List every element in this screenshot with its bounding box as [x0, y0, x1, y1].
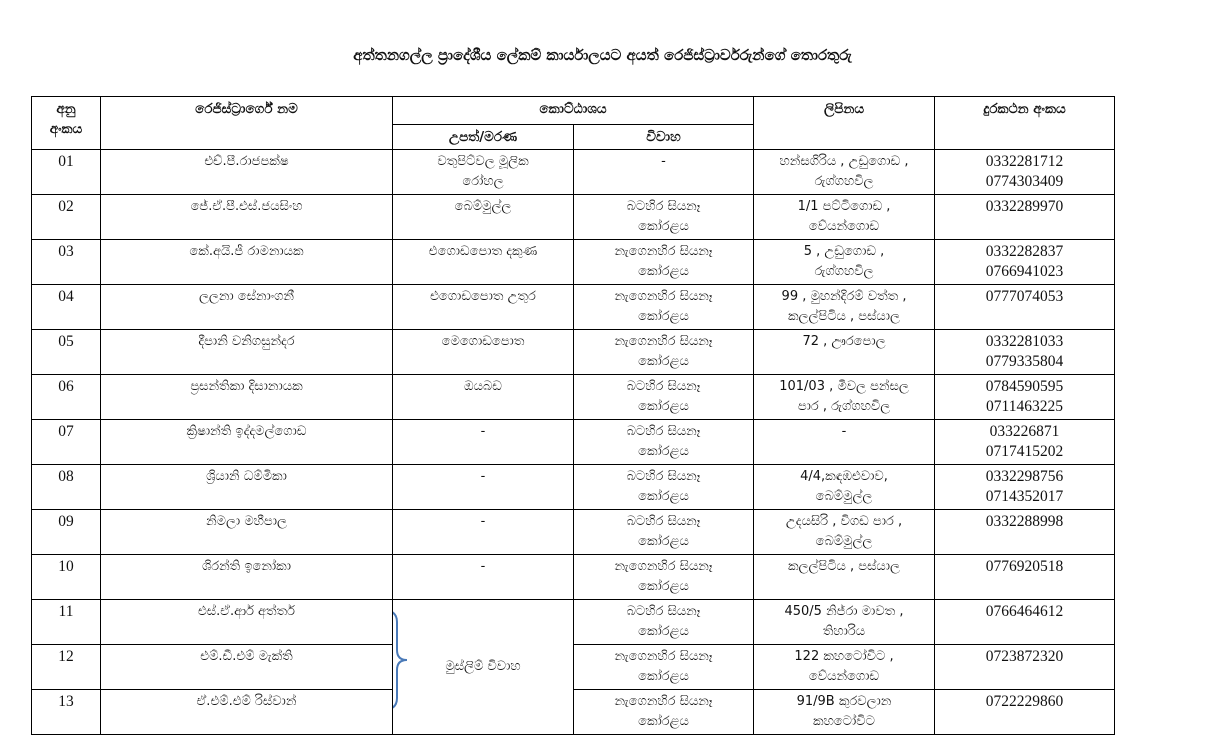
- cell-line: බටහිර සියනෑ: [626, 199, 701, 214]
- cell-line: නැගෙනහිර සියනෑ: [614, 334, 713, 349]
- cell-marriage-division: [574, 555, 754, 600]
- cell-line: බටහිර සියනෑ: [626, 514, 701, 529]
- cell-line: බෙම්මුල්ල: [815, 489, 873, 504]
- cell-number: 12: [32, 645, 101, 690]
- cell-marriage-division: [574, 285, 754, 330]
- cell-line: 0332289970: [985, 198, 1064, 215]
- cell-phone: [935, 330, 1115, 375]
- cell-marriage-division: [574, 330, 754, 375]
- cell-phone: [935, 690, 1115, 735]
- cell-line: මෙගොඩපොත: [441, 334, 525, 349]
- cell-phone: [935, 420, 1115, 465]
- cell-address: [754, 195, 935, 240]
- table-row: [32, 240, 1115, 285]
- cell-birth-death-division: [393, 465, 574, 510]
- cell-registrar-name: ඒ.එම්.එම් රිස්වාන්: [101, 690, 393, 735]
- cell-line: 91/9B කුරවලාන: [796, 694, 892, 709]
- table-row: [32, 375, 1115, 420]
- cell-line: තිහාරිය: [822, 624, 866, 639]
- table-row: [32, 555, 1115, 600]
- cell-birth-death-division: [393, 150, 574, 195]
- cell-marriage-division: [574, 690, 754, 735]
- cell-birth-death-division: [393, 375, 574, 420]
- cell-line: වේයන්ගොඩ: [808, 219, 880, 234]
- header-name: රෙජිස්ට්‍රාර්ගේ නම: [101, 97, 393, 150]
- cell-line: 0776920518: [985, 558, 1064, 575]
- cell-line: බටහිර සියනෑ: [626, 604, 701, 619]
- cell-line: 4/4,කඳඹඑවාව,: [800, 469, 888, 484]
- cell-line: 101/03 , මීවල පන්සල: [779, 379, 909, 394]
- cell-line: 1/1 පට්ටිගොඩ ,: [797, 199, 891, 214]
- cell-phone: [935, 510, 1115, 555]
- cell-line: කෝරළය: [638, 579, 689, 594]
- cell-phone: [935, 375, 1115, 420]
- cell-address: [754, 330, 935, 375]
- cell-line: නැගෙනහිර සියනෑ: [614, 559, 713, 574]
- cell-registrar-name: ප්‍රසන්තිකා දිසානායක: [101, 375, 393, 420]
- cell-birth-death-division: [393, 420, 574, 465]
- cell-phone: [935, 195, 1115, 240]
- cell-number: 01: [32, 150, 101, 195]
- cell-line: 5 , උඩුගොඩ ,: [803, 244, 885, 259]
- cell-line: කෝරළය: [638, 489, 689, 504]
- cell-address: [754, 240, 935, 285]
- cell-line: 72 , ඌරපොල: [802, 334, 886, 349]
- cell-muslim-marriage: [393, 600, 574, 735]
- table-row: [32, 195, 1115, 240]
- cell-marriage-division: [574, 465, 754, 510]
- cell-line: බෙම්මුල්ල: [454, 199, 512, 214]
- cell-registrar-name: දීපානි වනිගසුන්දර: [101, 330, 393, 375]
- cell-line: බටහිර සියනෑ: [626, 469, 701, 484]
- cell-line: -: [480, 559, 486, 574]
- cell-line: 0722229860: [985, 693, 1064, 710]
- cell-birth-death-division: [393, 240, 574, 285]
- cell-line: නැගෙනහිර සියනෑ: [614, 289, 713, 304]
- table-row: [32, 465, 1115, 510]
- cell-line: 122 කහටෝවිට ,: [794, 649, 894, 664]
- table-row: [32, 510, 1115, 555]
- cell-address: [754, 375, 935, 420]
- cell-line: 0779335804: [985, 353, 1064, 370]
- cell-address: [754, 510, 935, 555]
- cell-address: [754, 285, 935, 330]
- cell-line: නැගෙනහිර සියනෑ: [614, 244, 713, 259]
- cell-number: 07: [32, 420, 101, 465]
- cell-address: [754, 645, 935, 690]
- cell-line: 0332281712: [985, 153, 1064, 170]
- cell-line: ඔයබඩ: [464, 379, 502, 394]
- cell-line: පාර , රුග්ගහවිල: [797, 399, 891, 414]
- curly-brace-icon: [393, 600, 422, 720]
- cell-registrar-name: එම්.ඩී.එම් මැක්ති: [101, 645, 393, 690]
- cell-registrar-name: නිමලා මහීපාල: [101, 510, 393, 555]
- cell-registrar-name: ක්‍රිෂාන්ති ඉද්දමල්ගොඩ: [101, 420, 393, 465]
- cell-line: හන්සගිරිය , උඩුගොඩ ,: [779, 154, 909, 169]
- cell-marriage-division: [574, 645, 754, 690]
- cell-line: උදයසිරි , විගඩ පාර ,: [785, 514, 903, 529]
- cell-line: 0714352017: [985, 488, 1064, 505]
- cell-line: කෝරළය: [638, 399, 689, 414]
- cell-line: එගොඩපොත දකුණ: [428, 244, 538, 259]
- cell-marriage-division: [574, 510, 754, 555]
- cell-line: බටහිර සියනෑ: [626, 379, 701, 394]
- cell-registrar-name: ශ්‍රියානි ධම්මිකා: [101, 465, 393, 510]
- header-no: අනු අංකය: [32, 97, 101, 150]
- muslim-marriage-label: මුස්ලිම් විවාහ: [445, 659, 521, 674]
- cell-number: 02: [32, 195, 101, 240]
- page-title: අත්තනගල්ල ප්‍රාදේශීය ලේකම් කාර්යාලයට අයත් රෙජිස්ට්‍රාර්වරුන්ගේ තොරතුරු: [353, 46, 852, 64]
- cell-line: 0332281033: [985, 333, 1064, 350]
- cell-line: වේයන්ගොඩ: [808, 669, 880, 684]
- cell-line: -: [841, 424, 847, 439]
- header-address: ලිපිනය: [754, 97, 935, 150]
- cell-line: කෝරළය: [638, 264, 689, 279]
- cell-marriage-division: [574, 420, 754, 465]
- cell-line: රුග්ගහවිල: [814, 174, 874, 189]
- cell-line: රුග්ගහවිල: [814, 264, 874, 279]
- cell-registrar-name: ලලනා සේනාංගනී: [101, 285, 393, 330]
- cell-line: 0774303409: [985, 173, 1064, 190]
- cell-line: වතුපිට්වල මූලික: [437, 154, 529, 169]
- cell-phone: [935, 240, 1115, 285]
- cell-number: 04: [32, 285, 101, 330]
- table-body: [32, 150, 1115, 735]
- cell-line: කෝරළය: [638, 624, 689, 639]
- cell-phone: [935, 285, 1115, 330]
- cell-address: [754, 465, 935, 510]
- cell-number: 05: [32, 330, 101, 375]
- cell-number: 11: [32, 600, 101, 645]
- header-marriage: විවාහ: [574, 125, 754, 150]
- cell-phone: [935, 465, 1115, 510]
- table-row: [32, 285, 1115, 330]
- header-phone: දුරකථන අංකය: [935, 97, 1115, 150]
- cell-line: කලල්පිටිය , පස්යාල: [788, 309, 900, 324]
- cell-line: -: [480, 424, 486, 439]
- cell-line: බෙම්මුල්ල: [815, 534, 873, 549]
- table-row: [32, 150, 1115, 195]
- cell-marriage-division: [574, 150, 754, 195]
- cell-marriage-division: [574, 195, 754, 240]
- cell-line: 0777074053: [985, 288, 1064, 305]
- cell-phone: [935, 555, 1115, 600]
- cell-line: කෝරළය: [638, 354, 689, 369]
- cell-line: 0332298756: [985, 468, 1064, 485]
- cell-line: -: [480, 514, 486, 529]
- cell-marriage-division: [574, 240, 754, 285]
- cell-line: -: [480, 469, 486, 484]
- cell-line: නැගෙනහිර සියනෑ: [614, 694, 713, 709]
- cell-line: කෝරළය: [638, 714, 689, 729]
- cell-number: 03: [32, 240, 101, 285]
- cell-phone: [935, 645, 1115, 690]
- cell-address: [754, 690, 935, 735]
- header-division: කොට්ඨාශය: [393, 97, 754, 125]
- cell-line: 0723872320: [985, 648, 1064, 665]
- table-row: [32, 600, 1115, 645]
- cell-phone: [935, 150, 1115, 195]
- header-birth-death: උපත්/මරණ: [393, 125, 574, 150]
- cell-registrar-name: එස්.ඒ.ආර් අත්තර්: [101, 600, 393, 645]
- cell-marriage-division: [574, 375, 754, 420]
- cell-line: 0766941023: [985, 263, 1064, 280]
- cell-line: 450/5 නිජ්රා මාවත ,: [784, 604, 904, 619]
- cell-line: 0332282837: [985, 243, 1064, 260]
- cell-line: රෝහල: [462, 174, 504, 189]
- cell-address: [754, 600, 935, 645]
- cell-line: එගොඩපොත උතුර: [430, 289, 536, 304]
- cell-line: 0766464612: [985, 603, 1064, 620]
- cell-line: 0784590595: [985, 378, 1064, 395]
- table-row: [32, 330, 1115, 375]
- cell-birth-death-division: [393, 330, 574, 375]
- cell-line: කෝරළය: [638, 444, 689, 459]
- cell-registrar-name: ජේ.ඒ.පී.එස්.ජයසිංහ: [101, 195, 393, 240]
- cell-birth-death-division: [393, 555, 574, 600]
- cell-number: 10: [32, 555, 101, 600]
- cell-birth-death-division: [393, 285, 574, 330]
- cell-birth-death-division: [393, 195, 574, 240]
- cell-line: කෝරළය: [638, 219, 689, 234]
- cell-marriage-division: [574, 600, 754, 645]
- table-row: [32, 420, 1115, 465]
- cell-line: කෝරළය: [638, 534, 689, 549]
- cell-registrar-name: කේ.අයි.ජී රාමනායක: [101, 240, 393, 285]
- cell-line: 99 , මුහන්දිරම් වත්ත ,: [781, 289, 907, 304]
- cell-line: 0717415202: [985, 443, 1064, 460]
- cell-line: 033226871: [989, 423, 1060, 440]
- cell-line: -: [661, 154, 666, 169]
- cell-registrar-name: ශිරන්ති ඉනෝකා: [101, 555, 393, 600]
- registrar-table: [31, 96, 1115, 735]
- cell-address: [754, 420, 935, 465]
- cell-address: [754, 555, 935, 600]
- cell-line: නැගෙනහිර සියනෑ: [614, 649, 713, 664]
- cell-birth-death-division: [393, 510, 574, 555]
- cell-line: 0711463225: [986, 398, 1063, 415]
- cell-number: 06: [32, 375, 101, 420]
- cell-address: [754, 150, 935, 195]
- cell-number: 13: [32, 690, 101, 735]
- cell-phone: [935, 600, 1115, 645]
- cell-line: කහටෝවිට: [813, 714, 875, 729]
- cell-line: කෝරළය: [638, 669, 689, 684]
- cell-line: කෝරළය: [638, 309, 689, 324]
- cell-number: 09: [32, 510, 101, 555]
- cell-number: 08: [32, 465, 101, 510]
- cell-line: කලල්පිටිය , පස්යාල: [788, 559, 900, 574]
- cell-line: 0332288998: [985, 513, 1064, 530]
- cell-registrar-name: එච්.පී.රාජපක්ෂ: [101, 150, 393, 195]
- cell-line: බටහිර සියනෑ: [626, 424, 701, 439]
